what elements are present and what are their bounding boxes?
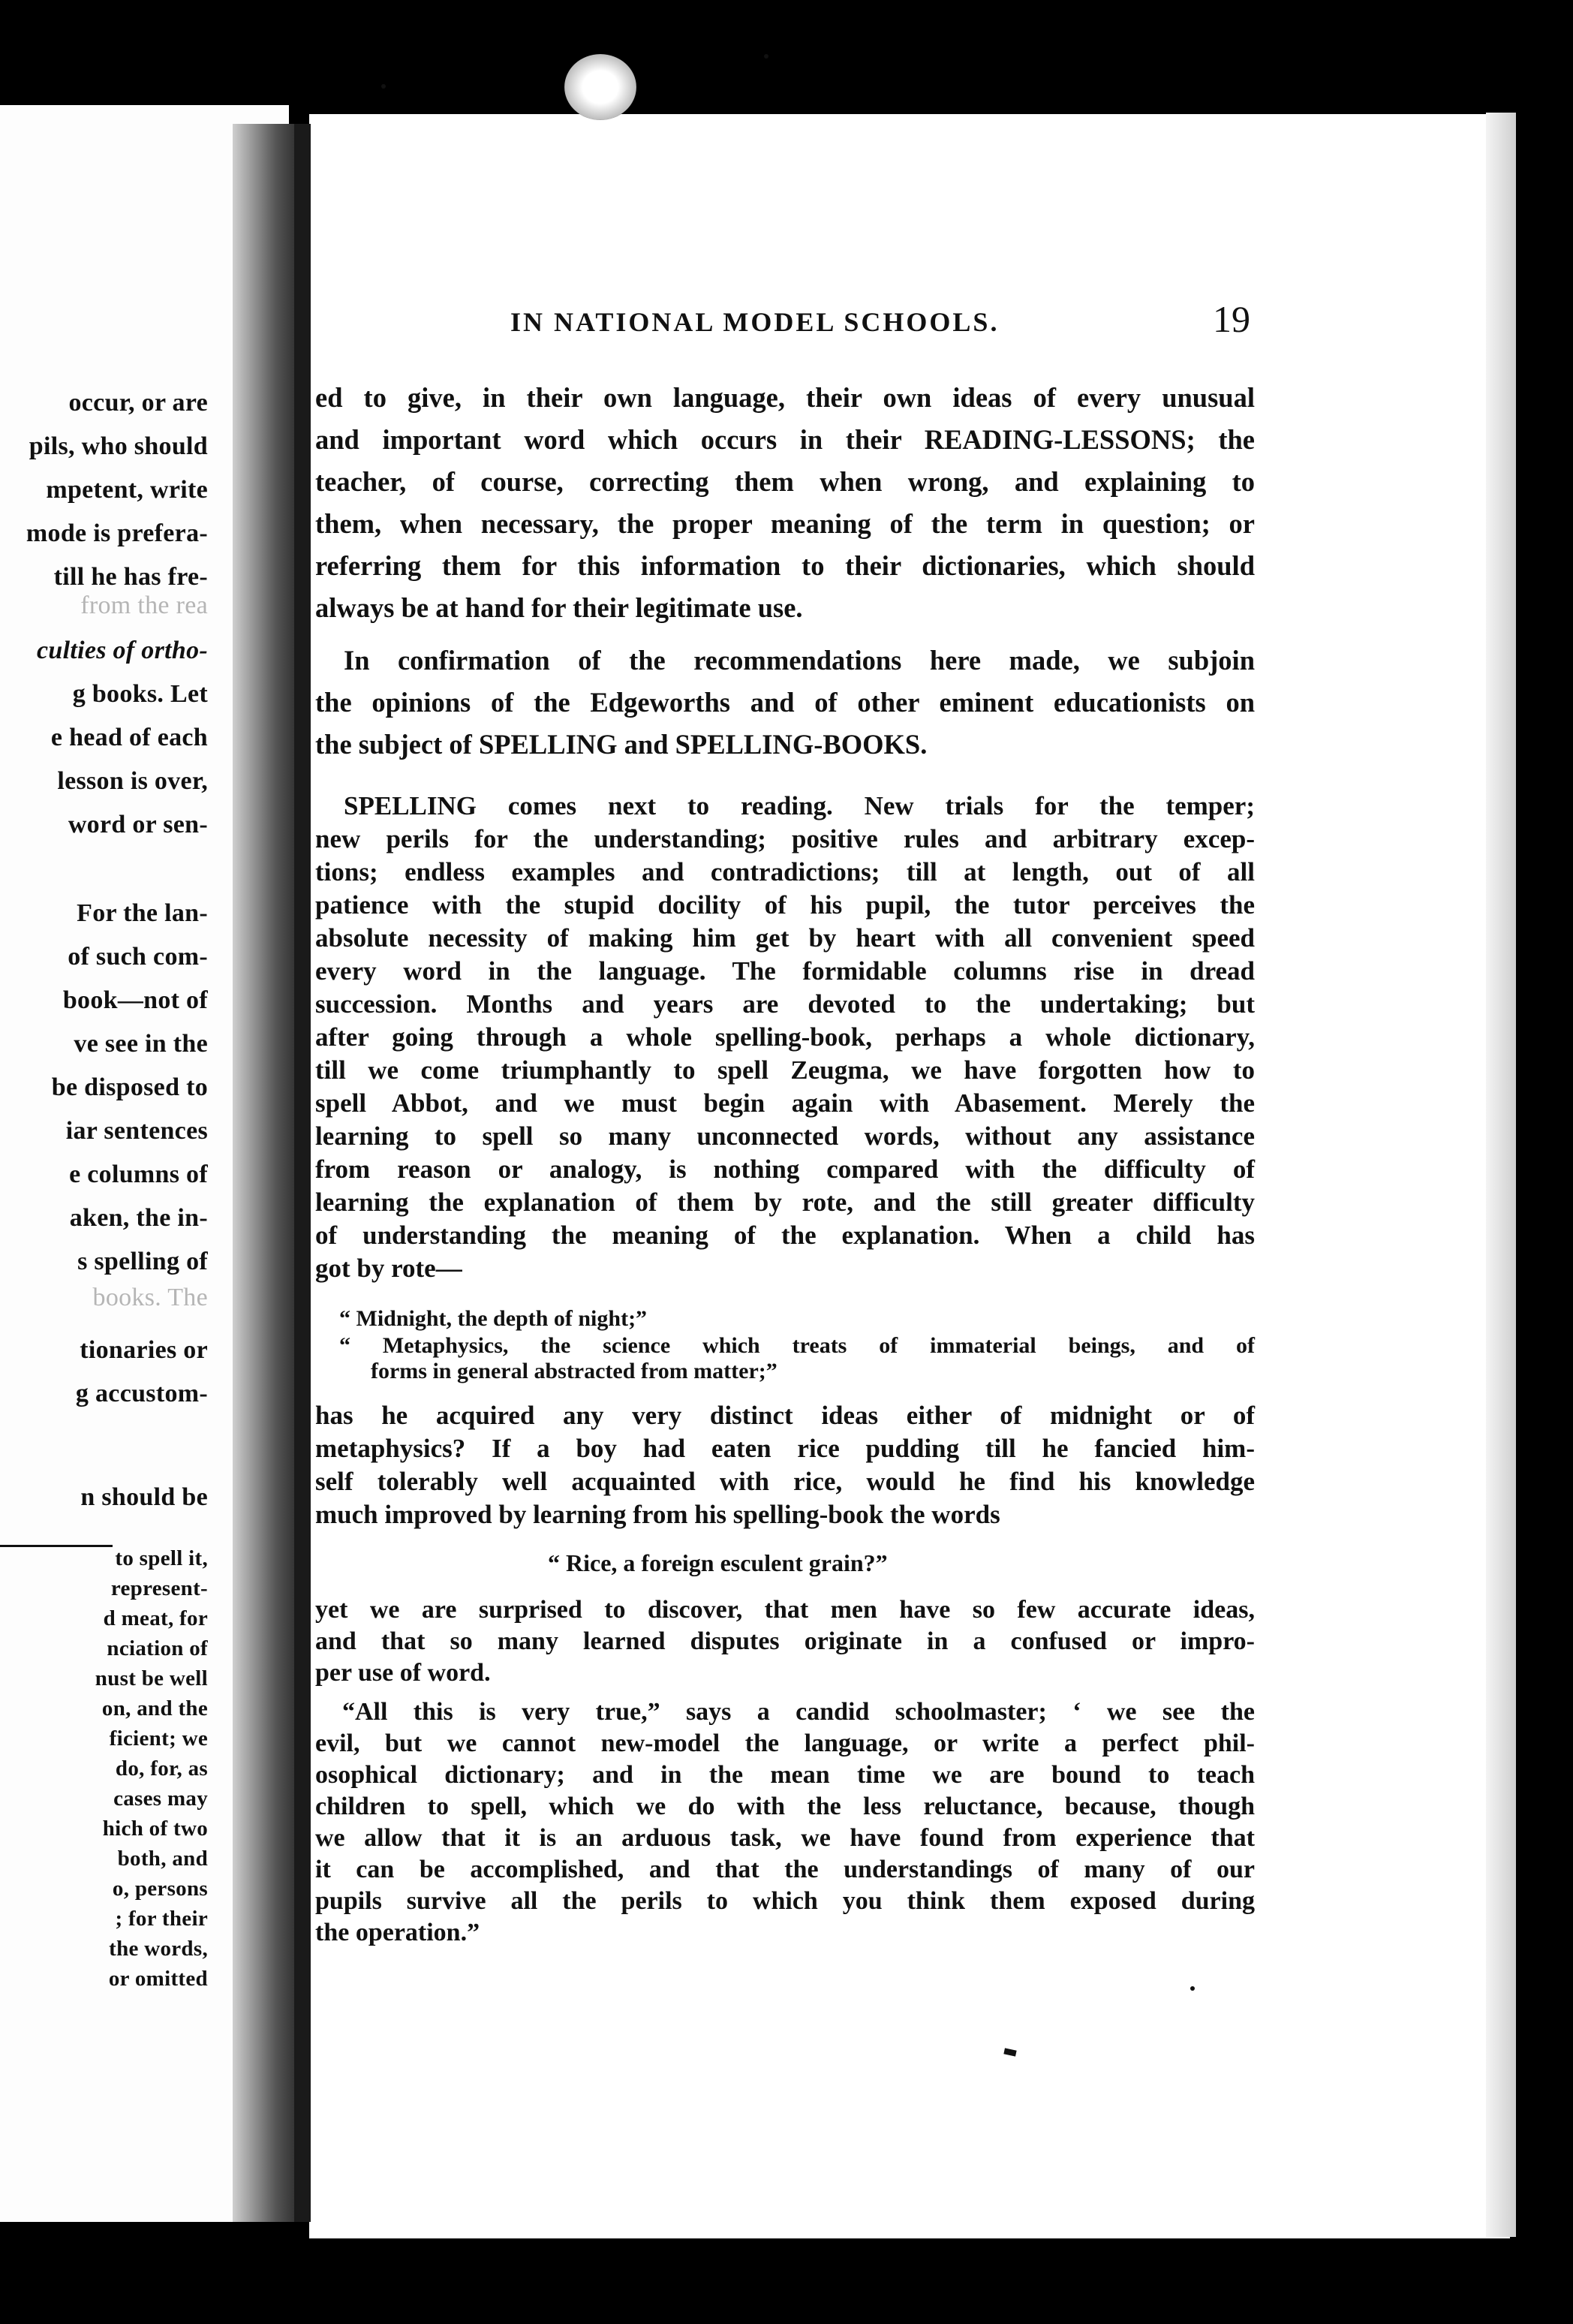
body-line: the subject of SPELLING and SPELLING-BOOKS. <box>315 729 928 760</box>
extract-line: metaphysics? If a boy had eaten rice pudding till he fancied him- <box>315 1434 1255 1463</box>
extract-line: per use of word. <box>315 1659 491 1687</box>
extract-line: got by rote— <box>315 1254 462 1283</box>
left-fragment: e columns of <box>69 1160 208 1188</box>
left-fragment: mpetent, write <box>46 476 208 504</box>
extract-line: much improved by learning from his spelling-book the words <box>315 1500 1000 1529</box>
ink-speck <box>381 84 386 89</box>
left-fragment: lesson is over, <box>57 767 208 795</box>
left-footnote-fragment: ficient; we <box>109 1726 208 1751</box>
left-faint-fragment: books. The <box>92 1284 208 1311</box>
left-footnote-fragment: both, and <box>117 1847 208 1871</box>
extract-line: children to spell, which we do with the less reluctance, because, though <box>315 1793 1255 1820</box>
left-fragment: mode is prefera- <box>26 519 208 547</box>
extract-line: succession. Months and years are devoted to the undertaking; but <box>315 989 1255 1019</box>
body-line: the opinions of the Edgeworths and of other eminent educationists on <box>315 687 1255 718</box>
left-fragment: g books. Let <box>72 680 208 708</box>
left-fragment: book—not of <box>62 986 208 1014</box>
extract-line: tions; endless examples and contradictions; till at length, out of all <box>315 857 1255 887</box>
extract-line: has he acquired any very distinct ideas either of midnight or of <box>315 1401 1255 1430</box>
left-fragment: iar sentences <box>65 1117 208 1145</box>
left-footnote-fragment: cases may <box>113 1787 208 1811</box>
book-spine <box>294 124 311 2222</box>
left-fragment: tionaries or <box>80 1336 208 1364</box>
left-footnote-fragment: represent- <box>110 1576 208 1600</box>
extract-line: after going through a whole spelling-book, perhaps a whole dictionary, <box>315 1022 1255 1052</box>
left-footnote-fragment: nciation of <box>107 1636 208 1660</box>
page-edge <box>1486 113 1516 2237</box>
left-footnote-fragment: do, for, as <box>115 1757 208 1781</box>
left-footnote-fragment: on, and the <box>101 1696 208 1720</box>
page-number: 19 <box>1213 298 1250 340</box>
body-line: ed to give, in their own language, their own ideas of every unusual <box>315 382 1255 413</box>
quoted-definition: “ Midnight, the depth of night;” <box>339 1306 648 1331</box>
left-fragment: e head of each <box>50 724 208 751</box>
extract-line: new perils for the understanding; positive rules and arbitrary excep- <box>315 824 1255 853</box>
left-footnote-fragment: o, persons <box>112 1877 208 1901</box>
body-line: teacher, of course, correcting them when wrong, and explaining to <box>315 466 1255 497</box>
extract-line: learning the explanation of them by rote, and the still greater difficulty <box>315 1188 1255 1217</box>
left-fragment: culties of ortho- <box>37 637 208 664</box>
footnote-rule <box>0 1545 113 1547</box>
extract-line: absolute necessity of making him get by heart with all convenient speed <box>315 923 1255 953</box>
extract-line: it can be accomplished, and that the understandings of many of our <box>315 1856 1255 1883</box>
paper-blemish <box>564 54 636 120</box>
extract-line: till we come triumphantly to spell Zeugma, we have forgotten how to <box>315 1055 1255 1085</box>
left-fragment: be disposed to <box>51 1073 208 1101</box>
body-line: them, when necessary, the proper meaning of the term in question; or <box>315 508 1255 539</box>
extract-line: spell Abbot, and we must begin again with Abasement. Merely the <box>315 1088 1255 1118</box>
left-fragment: pils, who should <box>29 432 208 460</box>
left-fragment: of such com- <box>68 943 208 971</box>
left-fragment: word or sen- <box>68 811 208 838</box>
body-line: and important word which occurs in their READING-LESSONS; the <box>315 424 1255 455</box>
extract-line: from reason or analogy, is nothing compared with the difficulty of <box>315 1154 1255 1184</box>
extract-line: the operation.” <box>315 1919 480 1946</box>
left-fragment: occur, or are <box>68 389 208 417</box>
extract-line: patience with the stupid docility of his pupil, the tutor perceives the <box>315 890 1255 920</box>
left-footnote-fragment: nust be well <box>95 1666 208 1690</box>
left-footnote-fragment: ; for their <box>115 1907 208 1931</box>
extract-line: evil, but we cannot new-model the language, or write a perfect phil- <box>315 1729 1255 1757</box>
left-fragment: n should be <box>80 1483 208 1511</box>
extract-line: yet we are surprised to discover, that men have so few accurate ideas, <box>315 1596 1255 1624</box>
extract-line: we allow that it is an arduous task, we have found from experience that <box>315 1824 1255 1852</box>
left-footnote-fragment: hich of two <box>102 1817 208 1841</box>
left-fragment: till he has fre- <box>53 563 208 591</box>
body-line: always be at hand for their legitimate use. <box>315 592 803 623</box>
extract-line: “All this is very true,” says a candid schoolmaster; ‘ we see the <box>342 1698 1255 1726</box>
extract-line: learning to spell so many unconnected words, without any assistance <box>315 1121 1255 1151</box>
left-footnote-fragment: d meat, for <box>103 1606 208 1630</box>
ink-speck <box>764 54 768 59</box>
quoted-definition: “ Rice, a foreign esculent grain?” <box>548 1549 888 1576</box>
extract-line: SPELLING comes next to reading. New trials for the temper; <box>344 791 1255 820</box>
left-fragment: ve see in the <box>74 1030 208 1058</box>
extract-line: pupils survive all the perils to which you think them exposed during <box>315 1887 1255 1915</box>
left-footnote-fragment: the words, <box>109 1937 208 1961</box>
body-line: In confirmation of the recommendations here made, we subjoin <box>344 645 1255 676</box>
extract-line: every word in the language. The formidable columns rise in dread <box>315 956 1255 986</box>
extract-line: self tolerably well acquainted with rice, would he find his knowledge <box>315 1467 1255 1496</box>
running-head: IN NATIONAL MODEL SCHOOLS. <box>510 307 1000 337</box>
left-footnote-fragment: or omitted <box>108 1967 208 1991</box>
quoted-definition: forms in general abstracted from matter;” <box>371 1359 777 1383</box>
left-fragment: aken, the in- <box>69 1204 208 1232</box>
extract-line: and that so many learned disputes originate in a confused or impro- <box>315 1627 1255 1655</box>
left-footnote-fragment: to spell it, <box>115 1546 208 1570</box>
extract-line: of understanding the meaning of the explanation. When a child has <box>315 1221 1255 1250</box>
left-fragment: s spelling of <box>77 1248 208 1275</box>
left-faint-fragment: from the rea <box>80 592 208 619</box>
quoted-definition: “ Metaphysics, the science which treats of immaterial beings, and of <box>339 1333 1255 1358</box>
body-line: referring them for this information to their dictionaries, which should <box>315 550 1255 581</box>
ink-speck <box>1190 1986 1195 1991</box>
extract-line: osophical dictionary; and in the mean time we are bound to teach <box>315 1761 1255 1789</box>
left-fragment: For the lan- <box>77 899 208 927</box>
left-fragment: g accustom- <box>75 1380 208 1407</box>
